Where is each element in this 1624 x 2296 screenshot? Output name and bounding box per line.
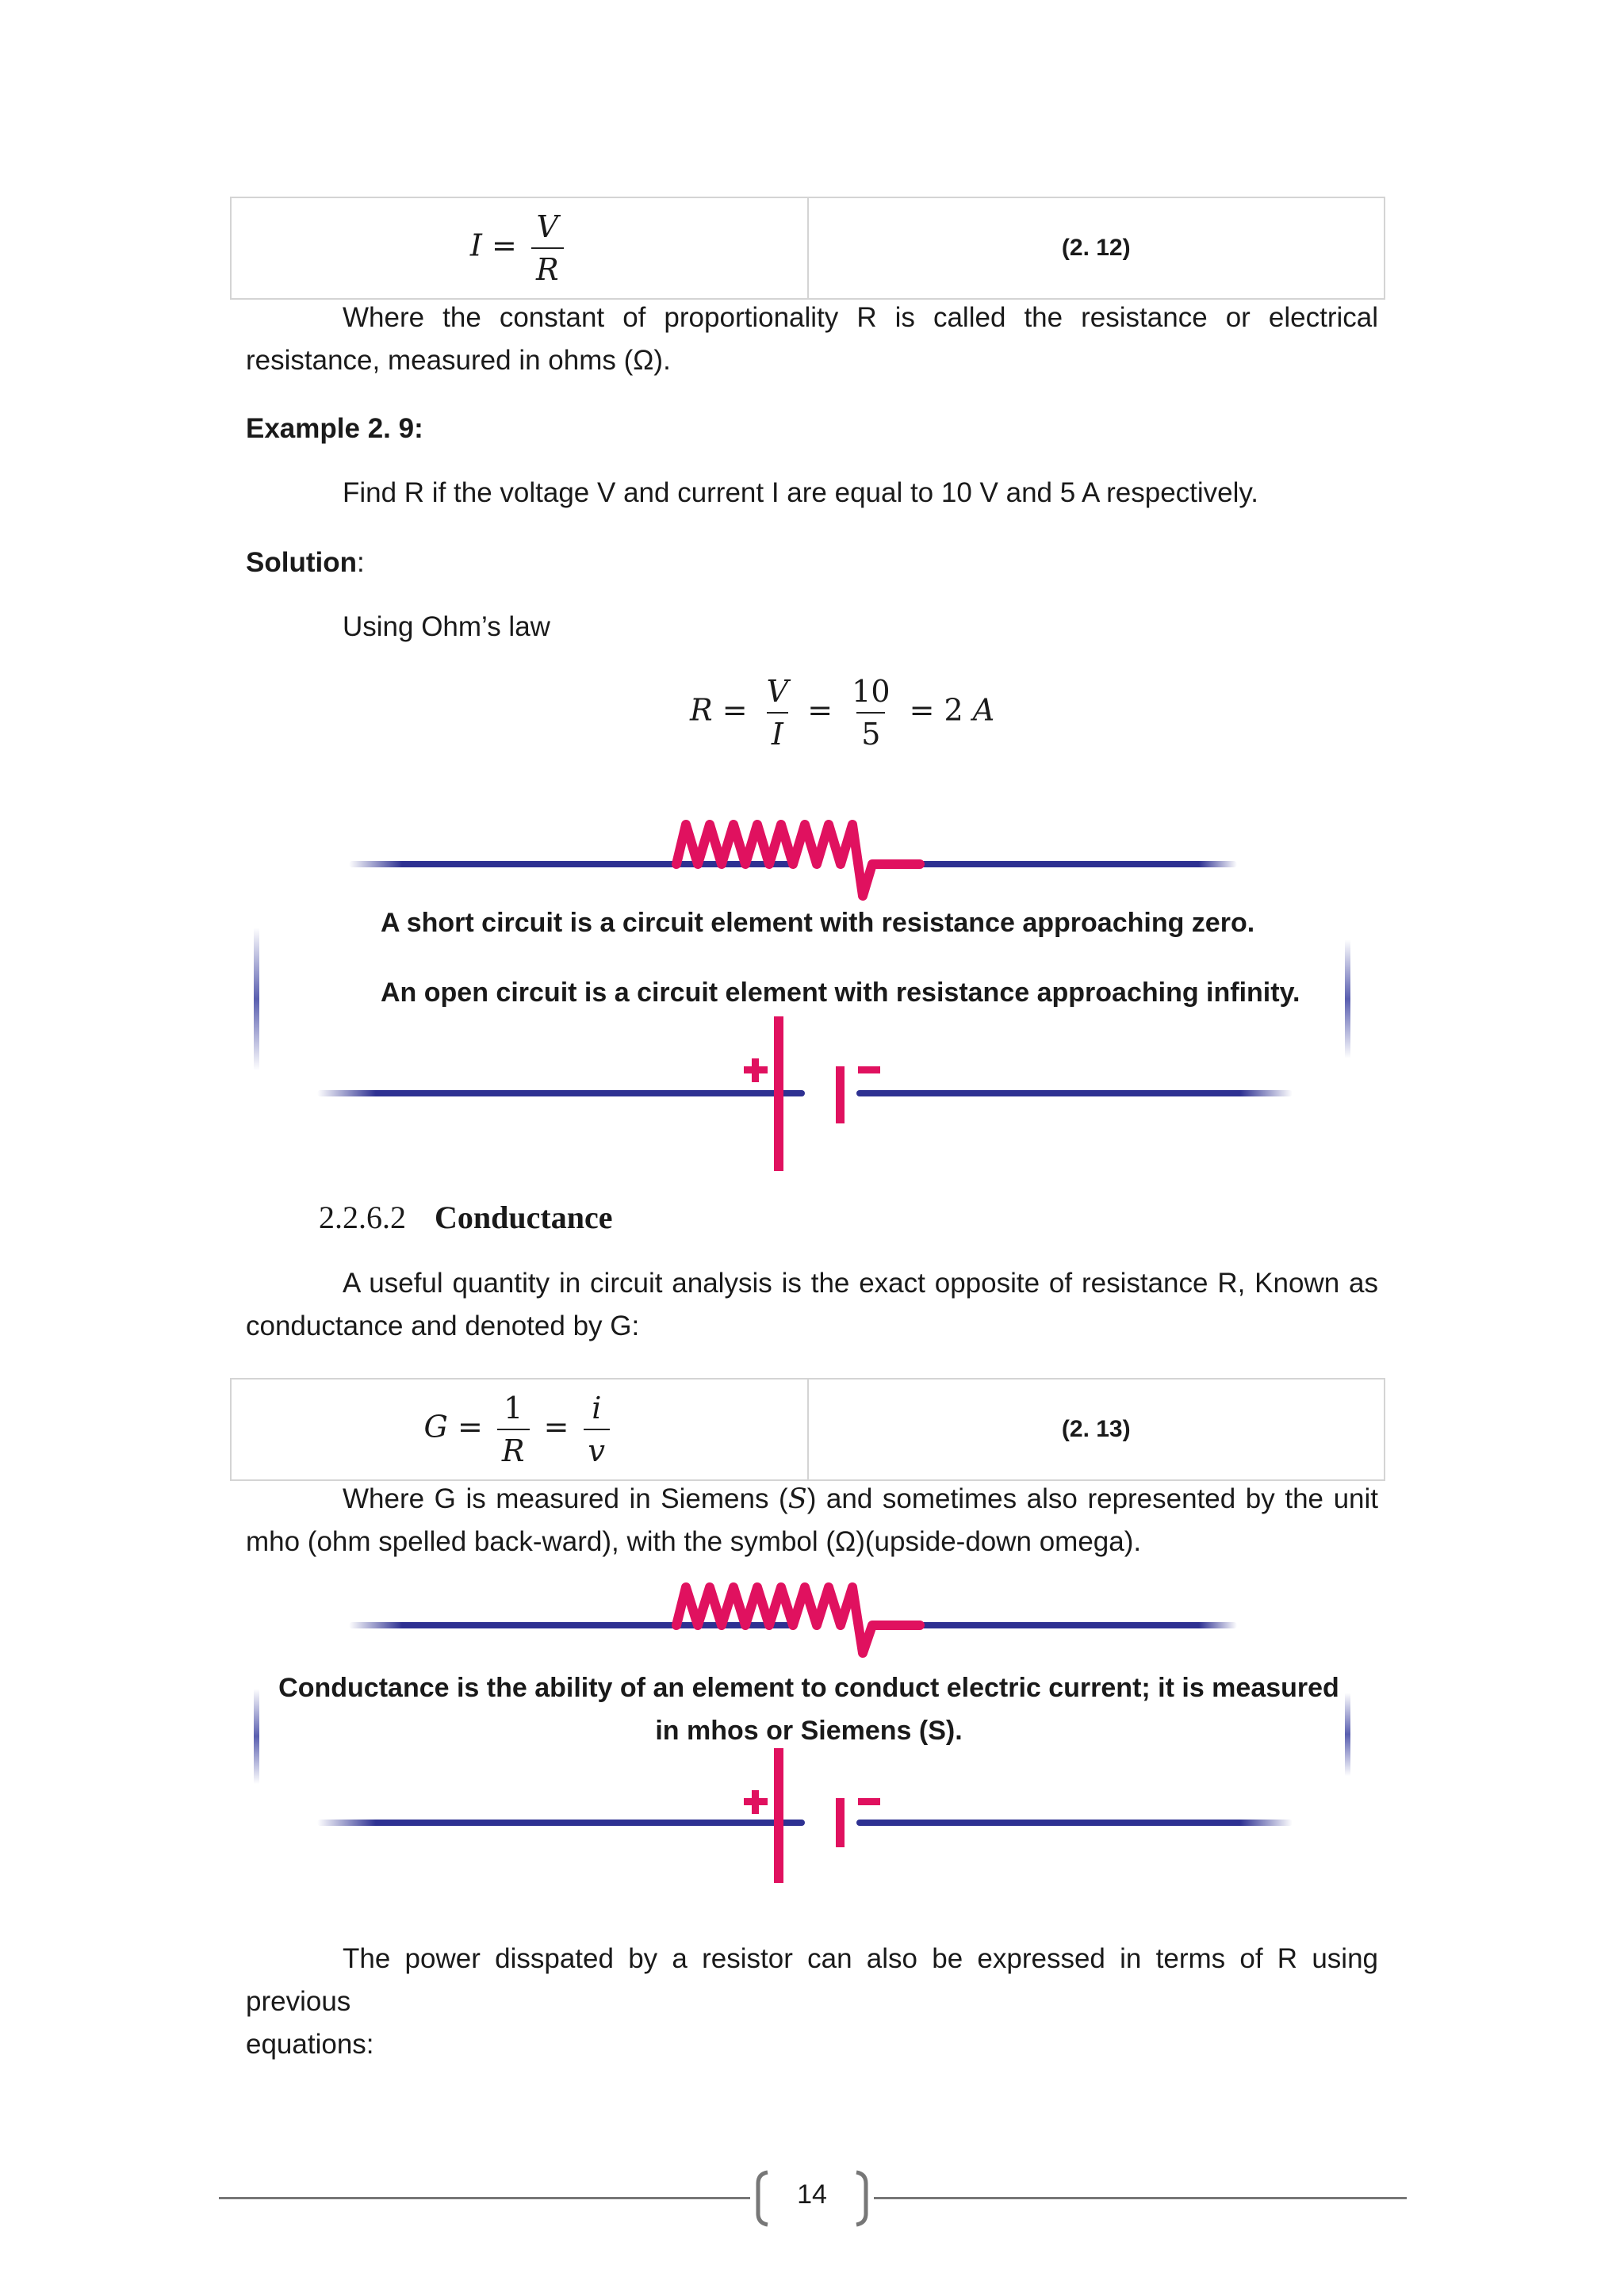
wire-bottom-left	[317, 1820, 805, 1826]
paragraph-line: conductance and denoted by G:	[246, 1311, 640, 1341]
equation-box-2-13	[230, 1378, 1385, 1481]
footer-rule-left	[219, 2197, 750, 2199]
numerator: 10	[852, 674, 891, 709]
fraction	[847, 674, 894, 752]
definition-line: Conductance is the ability of an element to conduct electric current; it is measured	[278, 1673, 1339, 1703]
fraction	[531, 209, 564, 287]
paragraph-line: mho (ohm spelled back-ward), with the symbol (Ω)(upside-down omega).	[246, 1526, 1142, 1557]
section-heading	[319, 1199, 612, 1236]
equation-number: (2. 12)	[1061, 235, 1131, 261]
conductance-definition	[270, 1667, 1348, 1752]
denominator: 5	[856, 712, 885, 752]
equation-cell	[232, 198, 807, 298]
siemens-symbol: S	[787, 1483, 807, 1515]
equation-number: (2. 13)	[1061, 1416, 1131, 1442]
eq-symbol: I	[469, 228, 482, 263]
open-circuit-definition: An open circuit is a circuit element with resistance approaching infinity.	[381, 978, 1300, 1008]
paragraph-text: Where G is measured in Siemens (	[343, 1483, 788, 1514]
denominator: R	[497, 1429, 530, 1468]
eq-symbol: G	[423, 1409, 448, 1445]
denominator: I	[767, 712, 788, 752]
paragraph-siemens	[246, 1478, 1378, 1563]
eq-operator: =	[492, 228, 517, 263]
side-bar-left	[254, 928, 259, 1070]
fraction	[584, 1391, 610, 1468]
short-circuit-definition: A short circuit is a circuit element with resistance approaching zero.	[381, 908, 1255, 938]
equation-2-12	[470, 209, 569, 287]
numerator: V	[536, 209, 558, 244]
denominator: v	[584, 1429, 610, 1468]
paragraph-line: Where the constant of proportionality R is called the resistance or electrical	[343, 302, 1378, 333]
paragraph-line: equations:	[246, 2029, 374, 2060]
using-ohms-law: Using Ohm’s law	[343, 611, 550, 642]
equation-number-cell	[807, 1380, 1385, 1479]
plus-sign-icon	[752, 1058, 759, 1082]
wire-bottom-right	[856, 1820, 1293, 1826]
equation-box-2-12	[230, 197, 1385, 300]
wire-top-right	[920, 861, 1237, 867]
solution-equation	[690, 674, 994, 752]
paragraph-power	[246, 1938, 1378, 2066]
numerator: i	[592, 1391, 602, 1425]
resistor-icon	[676, 1587, 920, 1653]
fraction	[497, 1391, 530, 1468]
numerator: V	[766, 674, 789, 709]
minus-sign-icon	[858, 1798, 880, 1805]
fraction	[762, 674, 793, 752]
paragraph-line: resistance, measured in ohms (Ω).	[246, 345, 671, 376]
page-number: 14	[797, 2179, 827, 2210]
wire-bottom-left	[317, 1090, 805, 1096]
side-bar-right	[1345, 939, 1350, 1058]
battery-short-plate-icon	[836, 1066, 845, 1123]
side-bar-left	[254, 1689, 259, 1784]
paragraph-text: ) and sometimes also represented by the unit	[806, 1483, 1378, 1514]
eq-operator: =	[722, 692, 748, 728]
plus-sign-icon	[752, 1790, 759, 1814]
eq-symbol: R	[690, 692, 713, 728]
equation-2-13	[423, 1391, 615, 1468]
numerator: 1	[504, 1391, 523, 1425]
resistor-icon	[676, 825, 920, 896]
definition-line: in mhos or Siemens (S).	[655, 1716, 963, 1746]
equation-cell	[232, 1380, 807, 1479]
eq-operator: =	[457, 1409, 483, 1445]
solution-label-text: Solution	[246, 547, 357, 578]
footer-rule-right	[874, 2197, 1407, 2199]
unit: A	[972, 692, 995, 728]
wire-top-right	[920, 1622, 1237, 1628]
eq-operator: =	[543, 1409, 569, 1445]
minus-sign-icon	[858, 1066, 880, 1073]
section-title: Conductance	[435, 1200, 613, 1235]
result: = 2	[909, 692, 963, 728]
battery-long-plate-icon	[774, 1016, 783, 1171]
denominator: R	[531, 247, 564, 287]
section-number: 2.2.6.2	[319, 1200, 406, 1235]
paragraph-resistance	[246, 297, 1378, 382]
eq-operator: =	[807, 692, 833, 728]
paragraph-line: The power disspated by a resistor can also be expressed in terms of R using previous	[246, 1943, 1378, 2017]
battery-long-plate-icon	[774, 1748, 783, 1883]
equation-number-cell	[807, 198, 1385, 298]
solution-colon: :	[356, 547, 365, 578]
example-text: Find R if the voltage V and current I are equal to 10 V and 5 A respectively.	[343, 477, 1259, 508]
wire-bottom-right	[856, 1090, 1293, 1096]
paragraph-line: A useful quantity in circuit analysis is the exact opposite of resistance R, Known as	[343, 1268, 1378, 1299]
paragraph-conductance	[246, 1262, 1378, 1348]
battery-short-plate-icon	[836, 1798, 845, 1847]
example-title: Example 2. 9:	[246, 413, 423, 444]
solution-label	[246, 541, 365, 584]
